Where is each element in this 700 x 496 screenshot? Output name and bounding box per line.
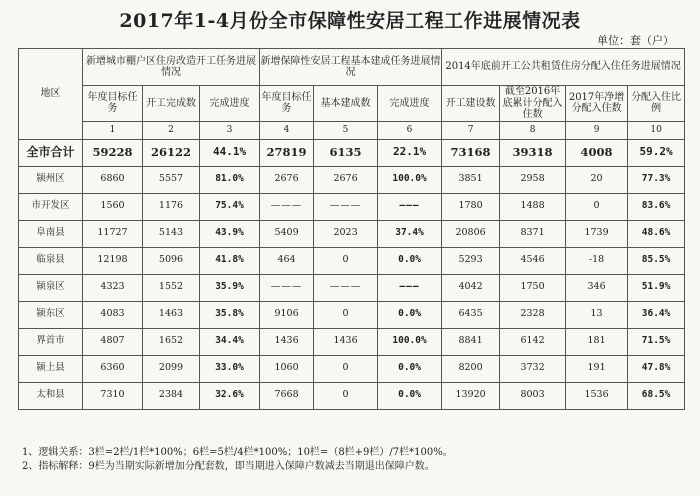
table-cell: ——— xyxy=(378,193,442,220)
table-cell: 5096 xyxy=(143,247,200,274)
table-cell: 35.9% xyxy=(200,274,260,301)
table-cell: 5409 xyxy=(260,220,314,247)
footnotes xyxy=(22,446,453,474)
table-cell: 8371 xyxy=(500,220,566,247)
table-cell: 3851 xyxy=(442,166,500,193)
table-cell: 81.0% xyxy=(200,166,260,193)
table-cell: 1463 xyxy=(143,301,200,328)
table-cell: 1750 xyxy=(500,274,566,301)
table-cell: 33.0% xyxy=(200,355,260,382)
note-definition: 2、指标解释：9栏为当期实际新增加分配套数，即当期进入保障户数减去当期退出保障户数。 xyxy=(22,461,435,472)
table-cell: 12198 xyxy=(83,247,143,274)
table-cell: 1536 xyxy=(566,382,628,409)
table-cell: 75.4% xyxy=(200,193,260,220)
header-col: 2017年净增分配入住数 xyxy=(566,86,628,122)
header-region: 地区 xyxy=(19,49,83,140)
table-cell: 77.3% xyxy=(628,166,685,193)
header-col-number: 1 xyxy=(83,121,143,139)
table-cell: 34.4% xyxy=(200,328,260,355)
table-cell: 27819 xyxy=(260,139,314,166)
region-cell: 阜南县 xyxy=(19,220,83,247)
header-group-shantytown: 新增城市棚户区住房改造开工任务进展情况 xyxy=(83,49,260,86)
table-cell: 0.0% xyxy=(378,382,442,409)
table-cell: 68.5% xyxy=(628,382,685,409)
table-cell: 1652 xyxy=(143,328,200,355)
table-cell: 346 xyxy=(566,274,628,301)
table-cell: 6360 xyxy=(83,355,143,382)
region-cell: 市开发区 xyxy=(19,193,83,220)
table-row xyxy=(19,166,685,193)
header-col-number: 8 xyxy=(500,121,566,139)
table-cell: 44.1% xyxy=(200,139,260,166)
table-cell: 7310 xyxy=(83,382,143,409)
table-cell: 39318 xyxy=(500,139,566,166)
header-col-number: 2 xyxy=(143,121,200,139)
table-cell: 5143 xyxy=(143,220,200,247)
table-cell: 8200 xyxy=(442,355,500,382)
table-cell: 71.5% xyxy=(628,328,685,355)
table-cell: 51.9% xyxy=(628,274,685,301)
table-cell: 1060 xyxy=(260,355,314,382)
table-cell: 1488 xyxy=(500,193,566,220)
region-cell: 颍东区 xyxy=(19,301,83,328)
unit-label: 单位：套（户） xyxy=(597,34,674,47)
table-cell: 37.4% xyxy=(378,220,442,247)
table-cell: ——— xyxy=(378,274,442,301)
table-row xyxy=(19,355,685,382)
table-cell: 100.0% xyxy=(378,166,442,193)
table-cell: 2328 xyxy=(500,301,566,328)
header-col-number: 5 xyxy=(314,121,378,139)
header-group-completion: 新增保障性安居工程基本建成任务进展情况 xyxy=(260,49,442,86)
header-col: 年度目标任务 xyxy=(260,86,314,122)
table-cell: 47.8% xyxy=(628,355,685,382)
table-cell: 6142 xyxy=(500,328,566,355)
note-logic: 1、逻辑关系：3栏=2栏/1栏*100%；6栏=5栏/4栏*100%；10栏=（8栏+9栏）/7栏*100%。 xyxy=(22,447,453,458)
header-group-allocation: 2014年底前开工公共租赁住房分配入住任务进展情况 xyxy=(442,49,685,86)
table-cell: 181 xyxy=(566,328,628,355)
table-cell: 6860 xyxy=(83,166,143,193)
table-cell: 4546 xyxy=(500,247,566,274)
table-cell: 0.0% xyxy=(378,355,442,382)
table-cell: 6135 xyxy=(314,139,378,166)
table-cell: 5293 xyxy=(442,247,500,274)
table-cell: 1739 xyxy=(566,220,628,247)
region-cell: 颍上县 xyxy=(19,355,83,382)
table-cell: 43.9% xyxy=(200,220,260,247)
table-cell: 2958 xyxy=(500,166,566,193)
region-cell: 颍泉区 xyxy=(19,274,83,301)
region-cell: 临泉县 xyxy=(19,247,83,274)
table-row xyxy=(19,247,685,274)
table-cell: 0 xyxy=(314,247,378,274)
table-cell: 11727 xyxy=(83,220,143,247)
table-cell: 26122 xyxy=(143,139,200,166)
table-cell: 0 xyxy=(314,382,378,409)
table-cell: 4008 xyxy=(566,139,628,166)
table-cell: 1436 xyxy=(260,328,314,355)
table-cell: 13920 xyxy=(442,382,500,409)
table-cell: 20 xyxy=(566,166,628,193)
table-cell: 0.0% xyxy=(378,247,442,274)
table-cell: 1176 xyxy=(143,193,200,220)
table-cell: 59.2% xyxy=(628,139,685,166)
table-cell: 32.6% xyxy=(200,382,260,409)
table-cell: 1436 xyxy=(314,328,378,355)
table-cell: 0.0% xyxy=(378,301,442,328)
header-col-number: 3 xyxy=(200,121,260,139)
table-row xyxy=(19,301,685,328)
header-col: 开工建设数 xyxy=(442,86,500,122)
table-cell: 2384 xyxy=(143,382,200,409)
table-cell: 4807 xyxy=(83,328,143,355)
table-cell: 2676 xyxy=(260,166,314,193)
header-col: 完成进度 xyxy=(200,86,260,122)
table-cell: 1560 xyxy=(83,193,143,220)
region-cell: 全市合计 xyxy=(19,139,83,166)
table-cell: 20806 xyxy=(442,220,500,247)
region-cell: 太和县 xyxy=(19,382,83,409)
table-cell: ——— xyxy=(314,274,378,301)
table-cell: 8003 xyxy=(500,382,566,409)
table-cell: 8841 xyxy=(442,328,500,355)
header-col: 基本建成数 xyxy=(314,86,378,122)
header-col-number: 10 xyxy=(628,121,685,139)
header-col: 年度目标任务 xyxy=(83,86,143,122)
table-row xyxy=(19,220,685,247)
region-cell: 颍州区 xyxy=(19,166,83,193)
table-cell: 35.8% xyxy=(200,301,260,328)
table-cell: ——— xyxy=(260,193,314,220)
table-cell: 41.8% xyxy=(200,247,260,274)
table-cell: 2676 xyxy=(314,166,378,193)
table-cell: 2099 xyxy=(143,355,200,382)
table-cell: 2023 xyxy=(314,220,378,247)
table-cell: 3732 xyxy=(500,355,566,382)
table-cell: 1552 xyxy=(143,274,200,301)
table-cell: 4323 xyxy=(83,274,143,301)
table-cell: 48.6% xyxy=(628,220,685,247)
table-cell: 9106 xyxy=(260,301,314,328)
table-cell: 7668 xyxy=(260,382,314,409)
region-cell: 界首市 xyxy=(19,328,83,355)
table-cell: 36.4% xyxy=(628,301,685,328)
table-cell: 191 xyxy=(566,355,628,382)
header-col-number: 4 xyxy=(260,121,314,139)
table-cell: 0 xyxy=(314,355,378,382)
table-cell: -18 xyxy=(566,247,628,274)
table-cell: 0 xyxy=(566,193,628,220)
table-cell: 100.0% xyxy=(378,328,442,355)
table-row xyxy=(19,274,685,301)
table-cell: 83.6% xyxy=(628,193,685,220)
table-cell: 85.5% xyxy=(628,247,685,274)
header-col-number: 7 xyxy=(442,121,500,139)
table-cell: 73168 xyxy=(442,139,500,166)
header-col: 完成进度 xyxy=(378,86,442,122)
table-cell: 22.1% xyxy=(378,139,442,166)
table-row xyxy=(19,193,685,220)
header-col: 开工完成数 xyxy=(143,86,200,122)
header-col-number: 6 xyxy=(378,121,442,139)
header-col: 分配入住比例 xyxy=(628,86,685,122)
table-cell: 1780 xyxy=(442,193,500,220)
table-row xyxy=(19,328,685,355)
table-row xyxy=(19,382,685,409)
table-cell: 6435 xyxy=(442,301,500,328)
table-cell: 13 xyxy=(566,301,628,328)
table-cell: 4083 xyxy=(83,301,143,328)
table-cell: 59228 xyxy=(83,139,143,166)
page-title: 2017年1-4月份全市保障性安居工程工作进展情况表 xyxy=(119,10,581,32)
table-cell: 4042 xyxy=(442,274,500,301)
table-cell: 5557 xyxy=(143,166,200,193)
table-cell: ——— xyxy=(260,274,314,301)
header-col-number: 9 xyxy=(566,121,628,139)
table-cell: 464 xyxy=(260,247,314,274)
progress-table xyxy=(18,48,685,410)
table-cell: 0 xyxy=(314,301,378,328)
table-cell: ——— xyxy=(314,193,378,220)
table-total-row xyxy=(19,139,685,166)
header-col: 截至2016年底累计分配入住数 xyxy=(500,86,566,122)
